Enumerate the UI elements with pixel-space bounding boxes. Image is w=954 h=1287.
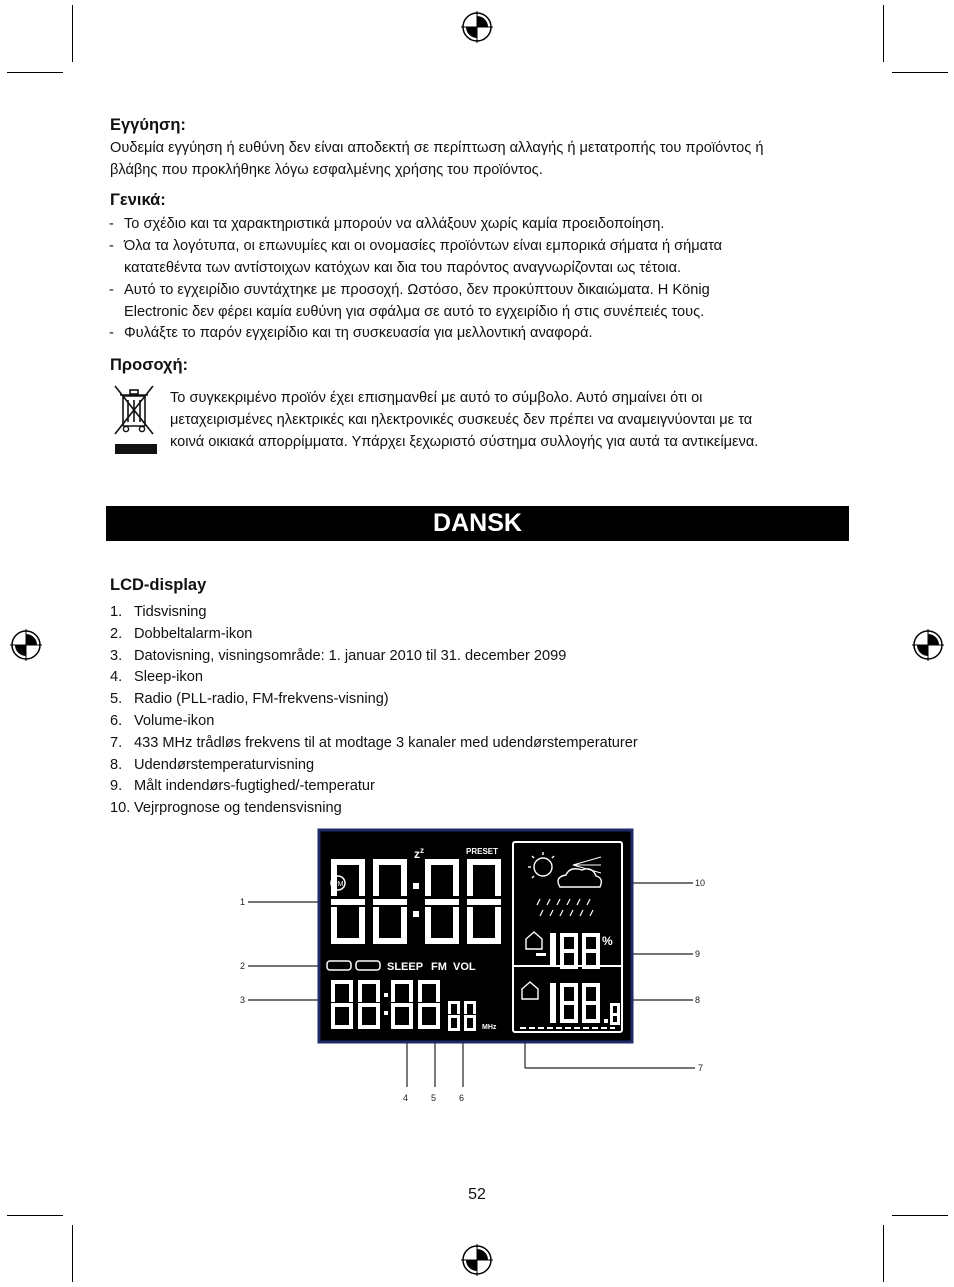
crop-mark <box>72 1225 73 1282</box>
registration-mark-icon <box>9 628 43 662</box>
item-text: Datovisning, visningsområde: 1. januar 2010 til 31. december 2099 <box>134 647 567 664</box>
lcd-display-heading: LCD-display <box>110 576 207 594</box>
crop-mark <box>883 5 884 62</box>
bullet-dash: - <box>109 238 114 254</box>
item-number: 3. <box>110 647 123 664</box>
callout-number: 6 <box>459 1093 465 1103</box>
mhz-label: MHz <box>482 1024 497 1031</box>
item-text: Udendørstemperaturvisning <box>134 756 315 773</box>
callout-number: 7 <box>698 1063 704 1073</box>
bullet-text: Φυλάξτε το παρόν εγχειρίδιο και τη συσκευασία για μελλοντική αναφορά. <box>124 325 593 341</box>
crop-mark <box>7 72 63 73</box>
warranty-text-line: Ουδεμία εγγύηση ή ευθύνη δεν είναι αποδεκτή σε περίπτωση αλλαγής ή μετατροπής του προϊόντος ή <box>110 140 764 156</box>
item-text: Vejrprognose og tendensvisning <box>134 800 342 817</box>
item-number: 7. <box>110 734 123 751</box>
crop-mark <box>72 5 73 62</box>
item-text: Dobbeltalarm-ikon <box>134 625 253 642</box>
item-text: Sleep-ikon <box>134 669 203 686</box>
item-number: 10. <box>110 800 131 817</box>
pm-indicator: PM <box>333 881 344 888</box>
caution-text-line: Το συγκεκριμένο προϊόν έχει επισημανθεί με αυτό το σύμβολο. Αυτό σημαίνει ότι οι <box>170 390 703 406</box>
item-text: 433 MHz trådløs frekvens til at modtage 3 kanaler med udendørstemperaturer <box>134 734 638 751</box>
bullet-text: κατατεθέντα των αντίστοιχων κατόχων και δια του παρόντος αναγνωρίζονται ως τέτοια. <box>124 260 682 276</box>
callout-number: 3 <box>240 995 246 1005</box>
item-number: 5. <box>110 691 123 708</box>
caution-text-line: κοινά οικιακά απορρίμματα. Υπάρχει ξεχωριστό σύστημα συλλογής για αυτά τα αντικείμενα. <box>170 434 759 450</box>
callout-number: 10 <box>695 878 706 888</box>
fm-icon: FM <box>431 961 447 973</box>
registration-mark-icon <box>911 628 945 662</box>
bullet-dash: - <box>109 216 114 232</box>
volume-icon: VOL <box>453 961 476 973</box>
callout-number: 4 <box>403 1093 409 1103</box>
lcd-display-diagram <box>230 825 720 1115</box>
item-text: Radio (PLL-radio, FM-frekvens-visning) <box>134 691 389 708</box>
caution-text-line: μεταχειρισμένες ηλεκτρικές και ηλεκτρονικές συσκευές δεν πρέπει να αναμειγνύονται με τα <box>170 412 753 428</box>
registration-mark-icon <box>460 10 494 44</box>
callout-number: 8 <box>695 995 701 1005</box>
item-number: 1. <box>110 604 123 620</box>
bullet-dash: - <box>109 282 114 298</box>
crop-mark <box>7 1215 63 1216</box>
preset-label: PRESET <box>466 847 499 856</box>
caution-heading: Προσοχή: <box>110 356 189 374</box>
item-text: Volume-ikon <box>134 712 215 729</box>
item-text: Målt indendørs-fugtighed/-temperatur <box>134 778 375 795</box>
bullet-text: Electronic δεν φέρει καμία ευθύνη για σφάλμα σε αυτό το εγχειρίδιο ή στις συνέπειές τους. <box>124 304 705 320</box>
crop-mark <box>892 72 948 73</box>
svg-text:%: % <box>602 934 613 948</box>
page-number: 52 <box>468 1186 486 1203</box>
item-text: Tidsvisning <box>134 604 207 620</box>
item-number: 9. <box>110 778 123 795</box>
registration-mark-icon <box>460 1243 494 1277</box>
crop-mark <box>883 1225 884 1282</box>
callout-number: 9 <box>695 949 701 959</box>
sleep-zz-icon: $z^z$ <box>414 846 424 861</box>
item-number: 4. <box>110 669 123 686</box>
callout-number: 2 <box>240 961 246 971</box>
callout-number: 1 <box>240 897 246 907</box>
item-number: 2. <box>110 625 123 642</box>
sleep-icon: SLEEP <box>387 961 424 973</box>
callout-number: 5 <box>431 1093 437 1103</box>
weee-crossed-bin-icon <box>110 382 158 456</box>
bullet-dash: - <box>109 325 114 341</box>
warranty-text-line: βλάβης που προκλήθηκε λόγω εσφαλμένης χρήσης του προϊόντος. <box>110 162 543 178</box>
general-heading: Γενικά: <box>110 191 166 209</box>
crop-mark <box>892 1215 948 1216</box>
item-number: 6. <box>110 712 123 729</box>
warranty-heading: Εγγύηση: <box>110 116 186 134</box>
bullet-text: Όλα τα λογότυπα, οι επωνυμίες και οι ονομασίες προϊόντων είναι εμπορικά σήματα ή σήματα <box>124 238 723 254</box>
bullet-text: Αυτό το εγχειρίδιο συντάχτηκε με προσοχή. Ωστόσο, δεν προκύπτουν δικαιώματα. Η König <box>124 282 710 298</box>
language-banner: DANSK <box>106 506 849 541</box>
bullet-text: Το σχέδιο και τα χαρακτηριστικά μπορούν να αλλάξουν χωρίς καμία προειδοποίηση. <box>124 216 665 232</box>
item-number: 8. <box>110 756 123 773</box>
